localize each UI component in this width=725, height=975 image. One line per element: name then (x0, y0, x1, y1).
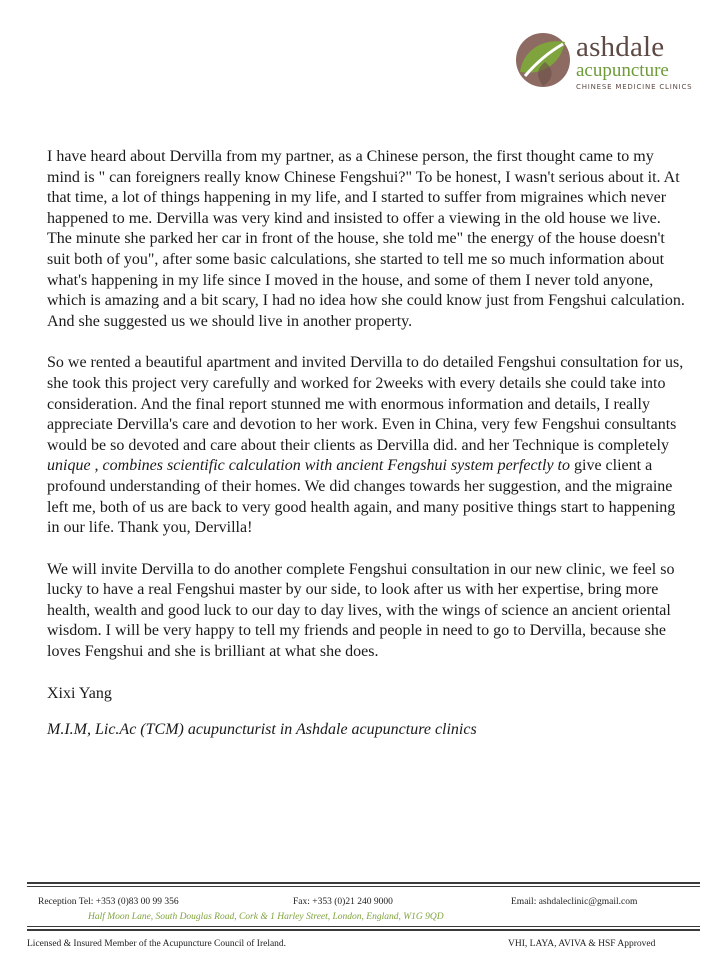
signature-title: M.I.M, Lic.Ac (TCM) acupuncturist in Ashdale acupuncture clinics (47, 721, 477, 739)
signature-name: Xixi Yang (47, 684, 112, 702)
clinic-logo (515, 30, 705, 100)
fax-number: Fax: +353 (0)21 240 9000 (293, 897, 393, 907)
footer-divider-top-thin (27, 886, 700, 887)
paragraph-3: We will invite Dervilla to do another complete Fengshui consultation in our new clinic, we feel so lucky to have a real Fengshui master by our side, to look after us with her expertise, bring more health, wealth and good luck to our day to day lives, with the wings of science an ancient oriental wisdom. I will be very happy to tell my friends and people in need to go to Dervilla, because she loves Fengshui and she is brilliant at what she does. (47, 560, 675, 661)
paragraph-2-italic: unique , combines scientific calculation with ancient Fengshui system perfectly to (47, 457, 570, 475)
paragraph-1: I have heard about Dervilla from my partner, as a Chinese person, the first thought came to my mind is " can foreigners really know Chinese Fengshui?" To be honest, I wasn't serious about it. At that time, a lot of things happening in my life, and I started to suffer from migraines which never happened to me. Dervilla was very kind and insisted to offer a viewing in the old house we live. The minute she parked her car in front of the house, she told me" the energy of the house doesn't suit both of you", after some basic calculations, she started to tell me so much information about what's happening in my life since I moved in the house, and some of them I never told anyone, which is amazing and a bit scary, I had no idea how she could know just from Fengshui calculation. And she suggested us we should live in another property. (47, 148, 685, 330)
email-address: Email: ashdaleclinic@gmail.com (511, 897, 638, 907)
logo-subname: acupuncture (576, 60, 669, 81)
clinic-address: Half Moon Lane, South Douglas Road, Cork & 1 Harley Street, London, England, W1G 9QD (88, 912, 444, 922)
footer-divider-bottom-thin (27, 926, 700, 927)
insurance-approvals: VHI, LAYA, AVIVA & HSF Approved (508, 939, 656, 949)
logo-name: ashdale (576, 31, 665, 63)
letter-body (47, 147, 687, 762)
membership-note: Licensed & Insured Member of the Acupuncture Council of Ireland. (27, 939, 287, 949)
leaf-logo-icon (515, 32, 571, 88)
paragraph-2-tail: give client a profound understanding of their homes. We did changes towards her suggestion, and the migraine left me, both of us are back to very good health again, and many positive things start to happening in our life. Thank you, Dervilla! (47, 457, 676, 537)
paragraph-2 (47, 353, 687, 538)
logo-wordmark (576, 33, 692, 91)
paragraph-2-text: So we rented a beautiful apartment and invited Dervilla to do detailed Fengshui consultation for us, she took this project very carefully and worked for 2weeks with every details she could take into consideration. And the final report stunned me with enormous information and details, I really appreciate Dervilla's care and devotion to her work. Even in China, very few Fengshui consultants would be so devoted and care about their clients as Dervilla did. and her Technique is completely (47, 354, 684, 454)
reception-phone: Reception Tel: +353 (0)83 00 99 356 (38, 897, 179, 907)
footer-divider-top (27, 882, 700, 884)
footer-divider-bottom (27, 929, 700, 931)
logo-tagline: CHINESE MEDICINE CLINICS (576, 83, 693, 91)
